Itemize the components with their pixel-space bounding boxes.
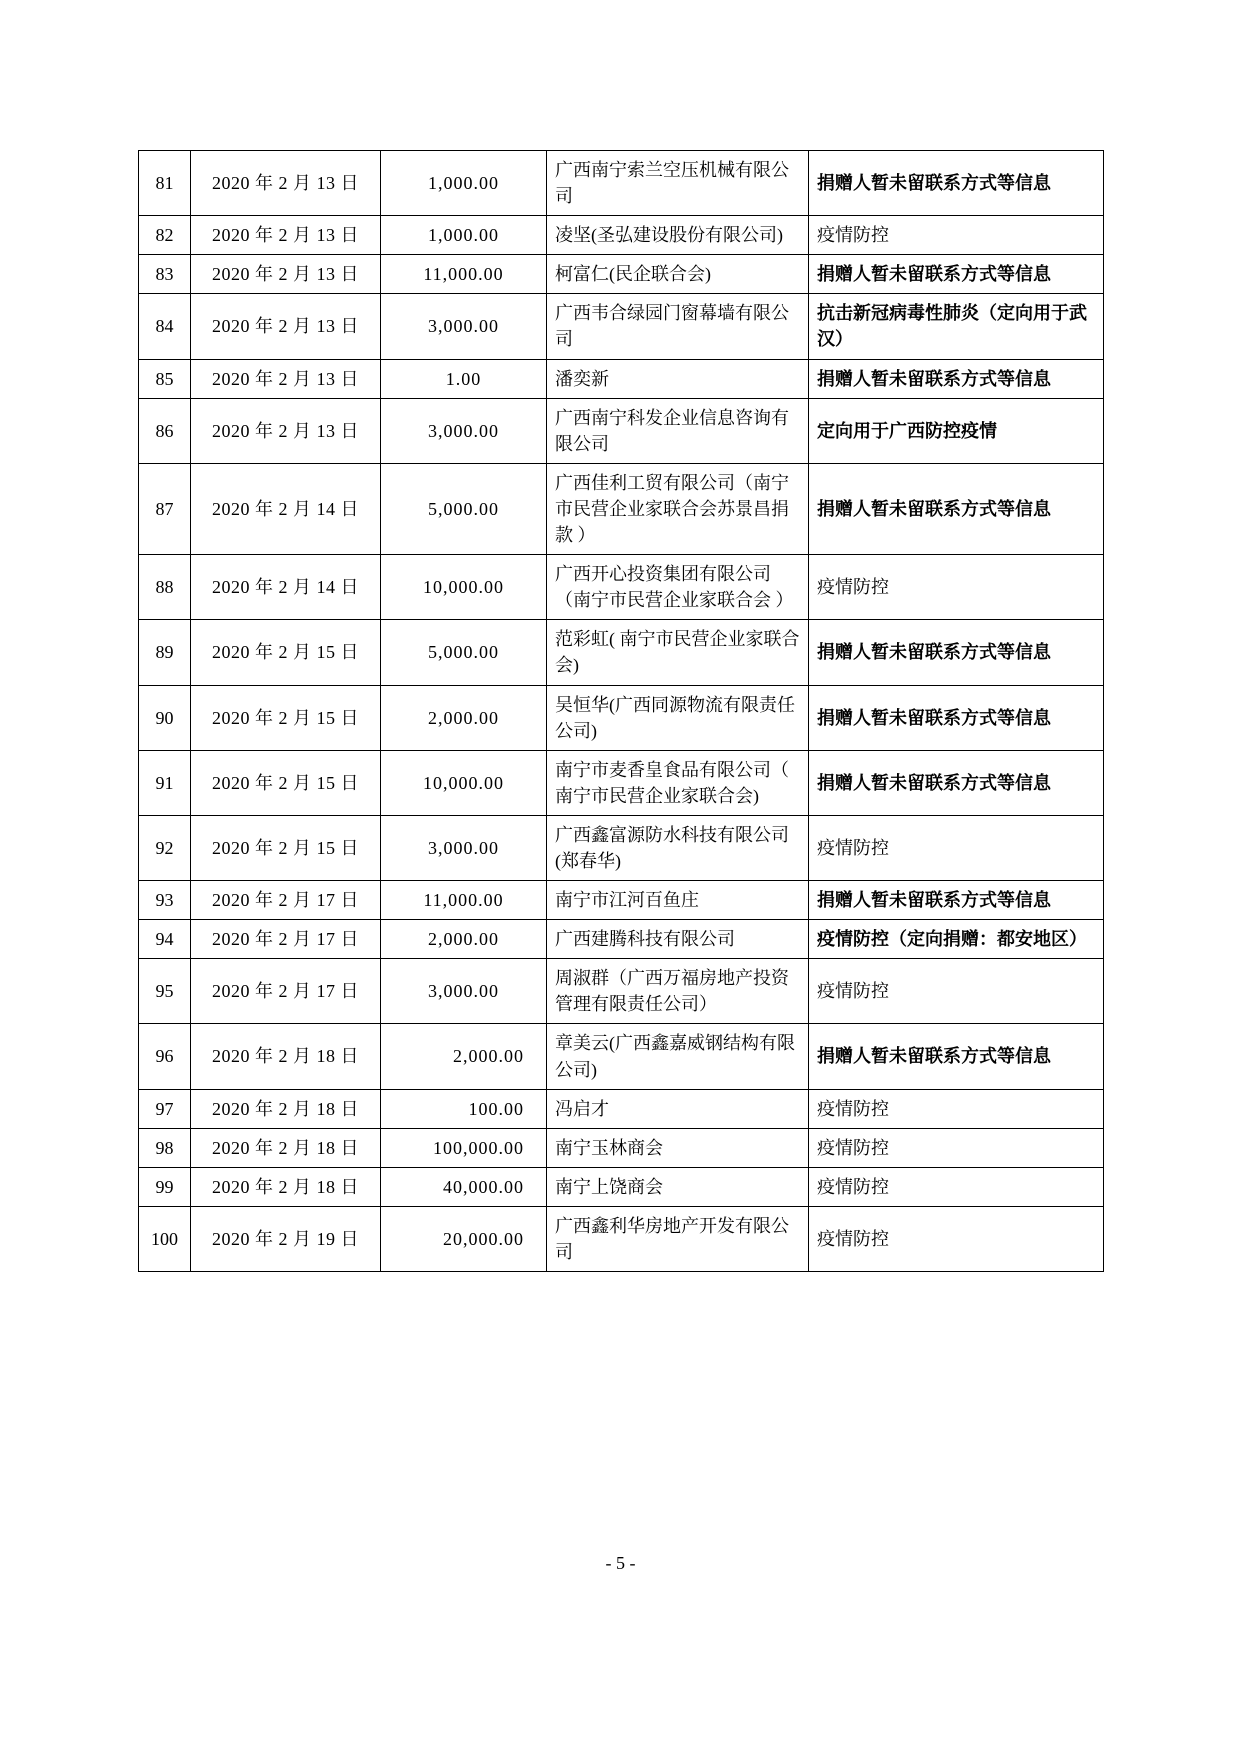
donation-purpose-cell: 捐赠人暂未留联系方式等信息 [809,1024,1104,1089]
donor-name-cell: 南宁市麦香皇食品有限公司（ 南宁市民营企业家联合会) [547,750,809,815]
donation-amount-cell: 11,000.00 [381,255,547,294]
row-index-cell: 84 [139,294,191,359]
row-index-cell: 86 [139,398,191,463]
donation-purpose-cell: 捐赠人暂未留联系方式等信息 [809,151,1104,216]
donation-date-cell: 2020 年 2 月 13 日 [191,255,381,294]
donor-name-cell: 广西佳利工贸有限公司（南宁市民营企业家联合会苏景昌捐款 ） [547,463,809,554]
row-index-cell: 90 [139,685,191,750]
donation-purpose-cell: 捐赠人暂未留联系方式等信息 [809,255,1104,294]
donation-date-cell: 2020 年 2 月 17 日 [191,920,381,959]
donor-name-cell: 广西鑫富源防水科技有限公司(郑春华) [547,815,809,880]
donation-purpose-cell: 捐赠人暂未留联系方式等信息 [809,881,1104,920]
donation-records-table [138,150,1104,1272]
donor-name-cell: 广西建腾科技有限公司 [547,920,809,959]
donation-date-cell: 2020 年 2 月 17 日 [191,959,381,1024]
donor-name-cell: 广西南宁索兰空压机械有限公司 [547,151,809,216]
donation-purpose-cell: 捐赠人暂未留联系方式等信息 [809,620,1104,685]
donation-date-cell: 2020 年 2 月 14 日 [191,555,381,620]
donation-amount-cell: 40,000.00 [381,1167,547,1206]
donation-date-cell: 2020 年 2 月 15 日 [191,750,381,815]
donation-purpose-cell: 抗击新冠病毒性肺炎（定向用于武汉） [809,294,1104,359]
row-index-cell: 92 [139,815,191,880]
donation-purpose-cell: 疫情防控 [809,1206,1104,1271]
donation-amount-cell: 2,000.00 [381,685,547,750]
donor-name-cell: 南宁上饶商会 [547,1167,809,1206]
donation-purpose-cell: 疫情防控 [809,555,1104,620]
donation-amount-cell: 100,000.00 [381,1128,547,1167]
donor-name-cell: 广西开心投资集团有限公司（南宁市民营企业家联合会 ） [547,555,809,620]
donation-amount-cell: 5,000.00 [381,463,547,554]
table-row [139,359,1104,398]
donation-amount-cell: 1,000.00 [381,216,547,255]
table-row [139,750,1104,815]
donation-purpose-cell: 疫情防控 [809,1167,1104,1206]
donation-date-cell: 2020 年 2 月 19 日 [191,1206,381,1271]
donor-name-cell: 南宁玉林商会 [547,1128,809,1167]
donation-date-cell: 2020 年 2 月 15 日 [191,685,381,750]
donation-purpose-cell: 疫情防控 [809,1089,1104,1128]
donation-amount-cell: 20,000.00 [381,1206,547,1271]
donor-name-cell: 范彩虹( 南宁市民营企业家联合会) [547,620,809,685]
donation-amount-cell: 2,000.00 [381,920,547,959]
donation-amount-cell: 2,000.00 [381,1024,547,1089]
donation-amount-cell: 3,000.00 [381,398,547,463]
row-index-cell: 91 [139,750,191,815]
donor-name-cell: 周淑群（广西万福房地产投资管理有限责任公司） [547,959,809,1024]
donor-name-cell: 章美云(广西鑫嘉威钢结构有限公司) [547,1024,809,1089]
row-index-cell: 88 [139,555,191,620]
donor-name-cell: 柯富仁(民企联合会) [547,255,809,294]
donor-name-cell: 吴恒华(广西同源物流有限责任公司) [547,685,809,750]
table-row [139,920,1104,959]
row-index-cell: 95 [139,959,191,1024]
donation-date-cell: 2020 年 2 月 13 日 [191,398,381,463]
table-row [139,620,1104,685]
donation-date-cell: 2020 年 2 月 17 日 [191,881,381,920]
table-row [139,294,1104,359]
donation-purpose-cell: 捐赠人暂未留联系方式等信息 [809,685,1104,750]
donation-date-cell: 2020 年 2 月 18 日 [191,1024,381,1089]
donation-amount-cell: 1.00 [381,359,547,398]
donation-purpose-cell: 定向用于广西防控疫情 [809,398,1104,463]
donor-name-cell: 潘奕新 [547,359,809,398]
donation-date-cell: 2020 年 2 月 18 日 [191,1128,381,1167]
table-row [139,685,1104,750]
row-index-cell: 85 [139,359,191,398]
donation-amount-cell: 100.00 [381,1089,547,1128]
table-row [139,1167,1104,1206]
table-row [139,1128,1104,1167]
row-index-cell: 82 [139,216,191,255]
donor-name-cell: 广西南宁科发企业信息咨询有限公司 [547,398,809,463]
table-row [139,1089,1104,1128]
donation-amount-cell: 5,000.00 [381,620,547,685]
row-index-cell: 89 [139,620,191,685]
row-index-cell: 81 [139,151,191,216]
donation-amount-cell: 3,000.00 [381,294,547,359]
table-row [139,463,1104,554]
donation-purpose-cell: 捐赠人暂未留联系方式等信息 [809,750,1104,815]
row-index-cell: 99 [139,1167,191,1206]
donor-name-cell: 广西韦合绿园门窗幕墙有限公司 [547,294,809,359]
donation-amount-cell: 3,000.00 [381,959,547,1024]
donor-name-cell: 冯启才 [547,1089,809,1128]
donation-amount-cell: 10,000.00 [381,750,547,815]
table-row [139,255,1104,294]
donation-amount-cell: 3,000.00 [381,815,547,880]
donor-name-cell: 广西鑫利华房地产开发有限公司 [547,1206,809,1271]
row-index-cell: 100 [139,1206,191,1271]
donation-date-cell: 2020 年 2 月 13 日 [191,359,381,398]
donation-purpose-cell: 捐赠人暂未留联系方式等信息 [809,359,1104,398]
row-index-cell: 93 [139,881,191,920]
row-index-cell: 98 [139,1128,191,1167]
row-index-cell: 96 [139,1024,191,1089]
table-row [139,216,1104,255]
table-row [139,1206,1104,1271]
donation-purpose-cell: 捐赠人暂未留联系方式等信息 [809,463,1104,554]
donation-date-cell: 2020 年 2 月 18 日 [191,1167,381,1206]
donation-amount-cell: 1,000.00 [381,151,547,216]
table-row [139,151,1104,216]
donation-purpose-cell: 疫情防控 [809,815,1104,880]
table-row [139,1024,1104,1089]
table-row [139,398,1104,463]
donation-purpose-cell: 疫情防控 [809,1128,1104,1167]
donation-purpose-cell: 疫情防控 [809,216,1104,255]
donation-date-cell: 2020 年 2 月 13 日 [191,216,381,255]
donor-name-cell: 南宁市江河百鱼庄 [547,881,809,920]
table-row [139,555,1104,620]
donation-purpose-cell: 疫情防控（定向捐赠：都安地区） [809,920,1104,959]
donation-date-cell: 2020 年 2 月 15 日 [191,815,381,880]
donation-date-cell: 2020 年 2 月 18 日 [191,1089,381,1128]
row-index-cell: 87 [139,463,191,554]
row-index-cell: 94 [139,920,191,959]
table-row [139,815,1104,880]
donation-date-cell: 2020 年 2 月 13 日 [191,151,381,216]
table-body [139,151,1104,1272]
donor-name-cell: 凌坚(圣弘建设股份有限公司) [547,216,809,255]
row-index-cell: 97 [139,1089,191,1128]
donation-date-cell: 2020 年 2 月 13 日 [191,294,381,359]
donation-amount-cell: 10,000.00 [381,555,547,620]
row-index-cell: 83 [139,255,191,294]
donation-date-cell: 2020 年 2 月 15 日 [191,620,381,685]
donation-purpose-cell: 疫情防控 [809,959,1104,1024]
table-row [139,959,1104,1024]
page-number: - 5 - [605,1553,636,1573]
donation-amount-cell: 11,000.00 [381,881,547,920]
donation-date-cell: 2020 年 2 月 14 日 [191,463,381,554]
table-row [139,881,1104,920]
